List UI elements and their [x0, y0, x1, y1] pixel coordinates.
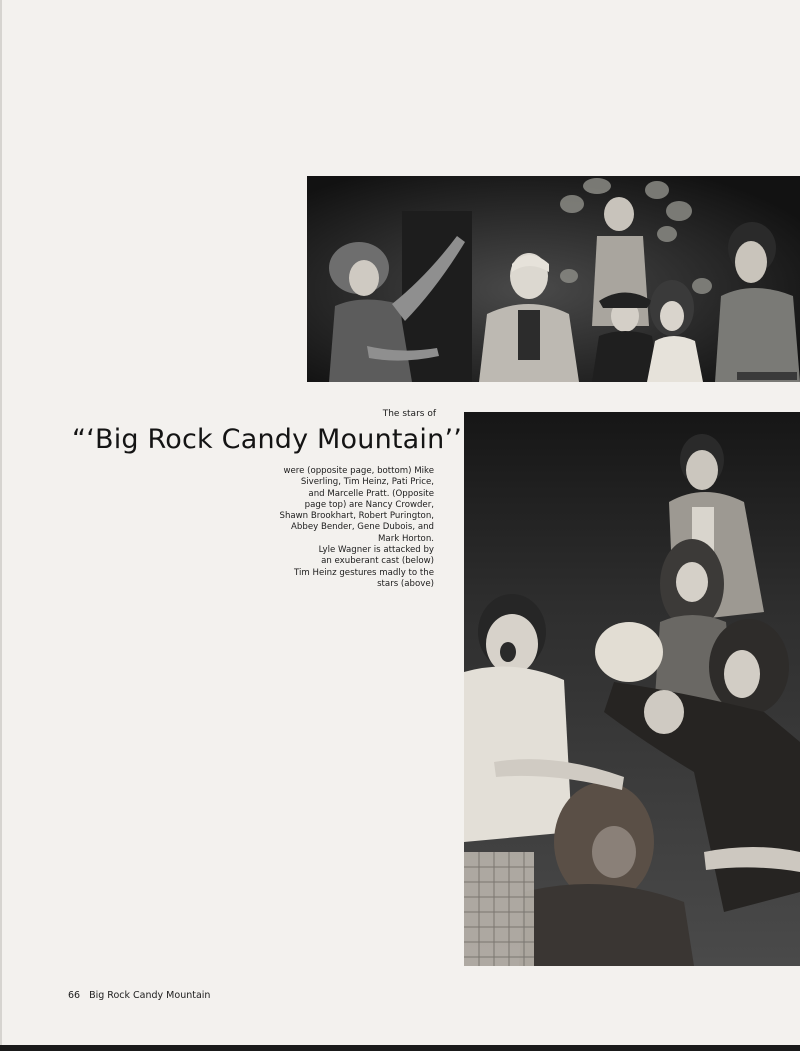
caption-line: an exuberant cast (below)	[321, 556, 434, 567]
caption-line: Mark Horton.	[378, 533, 434, 544]
caption-line: and Marcelle Pratt. (Opposite	[308, 488, 434, 499]
page-binding-edge	[0, 0, 2, 1051]
caption-line: Tim Heinz gestures madly to the	[294, 567, 434, 578]
caption-line: Abbey Bender, Gene Dubois, and	[291, 522, 434, 533]
section-title: Big Rock Candy Mountain	[89, 990, 211, 1001]
story-title: “‘Big Rock Candy Mountain’’	[72, 424, 463, 455]
caption-line: page top) are Nancy Crowder,	[304, 499, 434, 510]
page-bottom-edge	[0, 1045, 800, 1051]
page-number: 66	[68, 990, 81, 1001]
intro-text: The stars of	[382, 409, 436, 419]
caption-line: Siverling, Tim Heinz, Pati Price,	[300, 477, 434, 488]
photo-caption	[234, 466, 434, 590]
page-footer	[68, 990, 210, 1001]
cast-photo-bottom-image	[464, 412, 800, 966]
caption-line: Shawn Brookhart, Robert Purington,	[279, 511, 434, 522]
caption-line: were (opposite page, bottom) Mike	[283, 466, 434, 476]
stage-photo-top	[307, 176, 800, 382]
caption-line: stars (above)	[377, 578, 434, 589]
stage-photo-top-image	[307, 176, 800, 382]
cast-photo-bottom	[464, 412, 800, 966]
caption-line: Lyle Wagner is attacked by	[318, 545, 434, 556]
